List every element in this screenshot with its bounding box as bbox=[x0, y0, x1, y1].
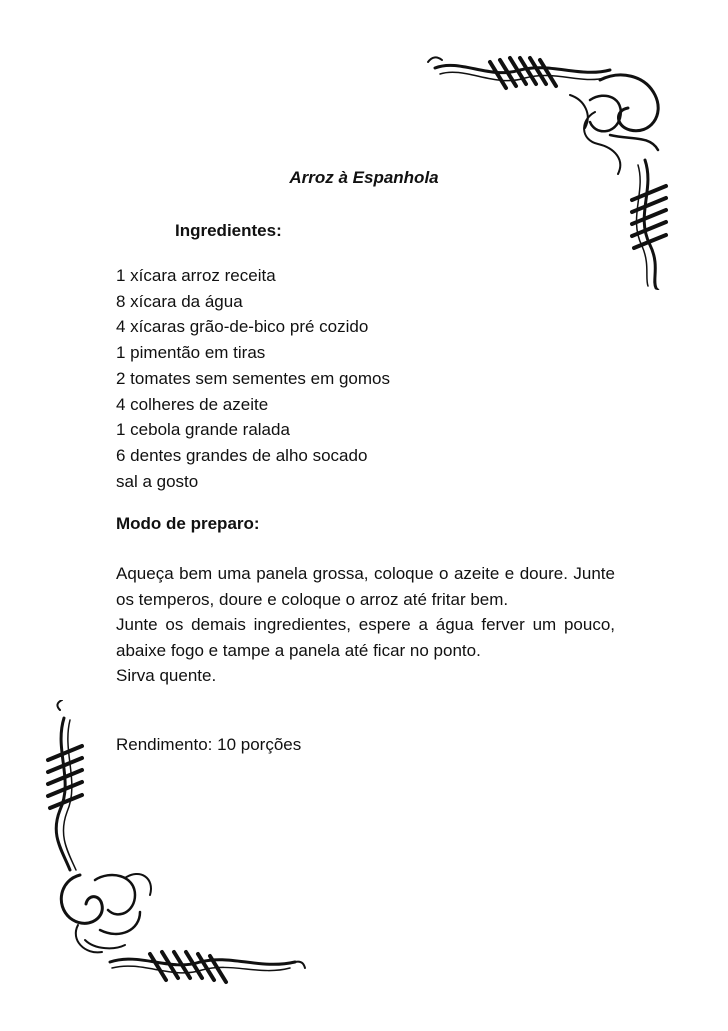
ingredient-item: 8 xícara da água bbox=[116, 291, 243, 311]
recipe-yield: Rendimento: 10 porções bbox=[116, 735, 302, 754]
ingredient-item: 1 xícara arroz receita bbox=[116, 266, 276, 285]
ingredient-item: 4 colheres de azeite bbox=[116, 394, 269, 414]
method-text bbox=[116, 561, 615, 689]
ingredient-item: sal a gosto bbox=[116, 471, 199, 491]
method-paragraph: Sirva quente. bbox=[116, 666, 217, 686]
recipe-title: Arroz à Espanhola bbox=[289, 168, 439, 187]
method-paragraph: Aqueça bem uma panela grossa, coloque o azeite e doure. Junte os temperos, doure e coloque o arroz até fritar bem. bbox=[116, 564, 615, 609]
method-paragraph: Junte os demais ingredientes, espere a água ferver um pouco, abaixe fogo e tampe a panela até ficar no ponto. bbox=[116, 615, 615, 660]
corner-ornament-top-right-icon bbox=[420, 40, 680, 290]
ingredients-heading: Ingredientes: bbox=[175, 221, 282, 240]
ingredients-list bbox=[116, 263, 390, 494]
ingredient-item: 1 pimentão em tiras bbox=[116, 343, 266, 363]
ingredient-item: 4 xícaras grão-de-bico pré cozido bbox=[116, 317, 369, 337]
ingredient-item: 6 dentes grandes de alho socado bbox=[116, 445, 368, 465]
ingredient-item: 1 cebola grande ralada bbox=[116, 420, 290, 440]
ingredient-item: 2 tomates sem sementes em gomos bbox=[116, 368, 391, 388]
method-heading: Modo de preparo: bbox=[116, 514, 260, 533]
